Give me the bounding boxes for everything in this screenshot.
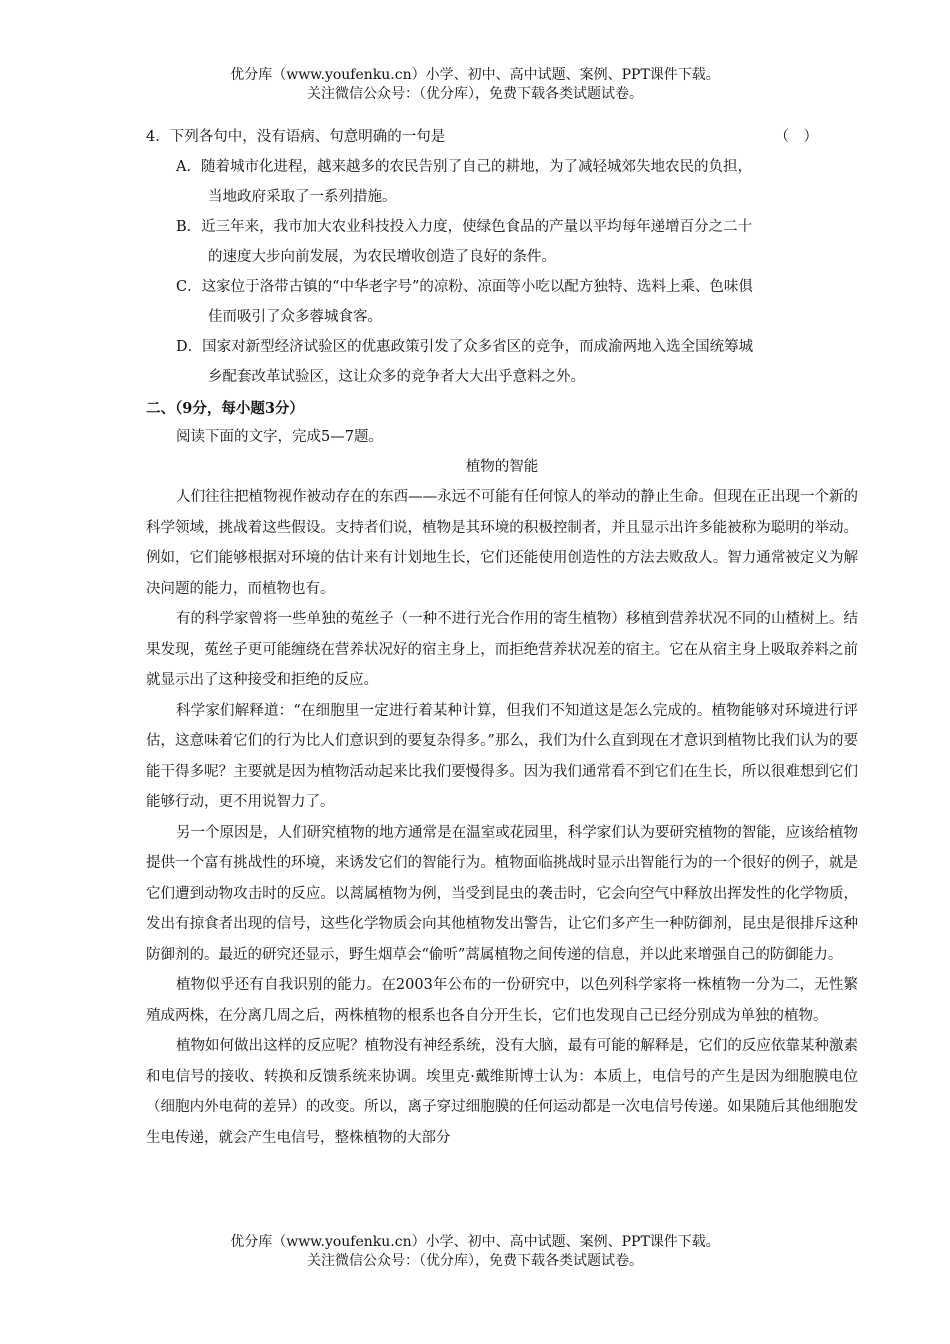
option-c-line-2: 佳而吸引了众多蓉城食客。 (208, 309, 382, 325)
footer-line-2: 关注微信公众号：（优分库），免费下载各类试题试卷。 (307, 1253, 643, 1269)
option-c-line-1: C．这家位于洛带古镇的“中华老字号”的凉粉、凉面等小吃以配方独特、选料上乘、色味俱 (176, 279, 753, 295)
footer-banner (0, 1233, 950, 1271)
option-a-line-1: A．随着城市化进程，越来越多的农民告别了自己的耕地，为了减轻城郊失地农民的负担， (176, 159, 752, 175)
header-banner (0, 66, 950, 104)
section-2-heading: 二、（9分，每小题3分） (146, 400, 304, 417)
option-b-line-2: 的速度大步向前发展，为农民增收创造了良好的条件。 (208, 249, 556, 265)
header-line-1: 优分库（www.youfenku.cn）小学、初中、高中试题、案例、PPT课件下载。 (230, 67, 720, 83)
option-a (146, 152, 858, 212)
article-title: 植物的智能 (465, 459, 539, 475)
option-a-line-2: 当地政府采取了一系列措施。 (208, 189, 397, 205)
article-paragraph-2: 有的科学家曾将一些单独的菟丝子（一种不进行光合作用的寄生植物）移植到营养状况不同的山楂树上。结果发现，菟丝子更可能缠绕在营养状况好的宿主身上，而拒绝营养状况差的宿主。它在从宿主身上吸取养料之前就显示出了这种接受和拒绝的反应。 (146, 611, 858, 688)
option-d (146, 332, 858, 392)
option-c (146, 272, 858, 332)
main-content (146, 124, 858, 1153)
option-b-line-1: B．近三年来，我市加大农业科技投入力度，使绿色食品的产量以平均每年递增百分之二十 (176, 219, 753, 235)
article-paragraph-6: 植物如何做出这样的反应呢？植物没有神经系统，没有大脑，最有可能的解释是，它们的反应依靠某种激素和电信号的接收、转换和反馈系统来协调。埃里克·戴维斯博士认为：本质上，电信号的产生是因为细胞膜电位（细胞内外电荷的差异）的改变。所以，离子穿过细胞膜的任何运动都是一次电信号传递。如果随后其他细胞发生电传递，就会产生电信号，整株植物的大部分 (146, 1038, 858, 1146)
article-paragraph-1: 人们往往把植物视作被动存在的东西——永远不可能有任何惊人的举动的静止生命。但现在正出现一个新的科学领域，挑战着这些假设。支持者们说，植物是其环境的积极控制者，并且显示出许多能被称为聪明的举动。例如，它们能够根据对环境的估计来有计划地生长，它们还能使用创造性的方法去败敌人。智力通常被定义为解决问题的能力，而植物也有。 (146, 489, 858, 597)
option-d-line-2: 乡配套改革试验区，这让众多的竞争者大大出乎意料之外。 (208, 369, 585, 385)
section-2-instruction: 阅读下面的文字，完成5—7题。 (176, 429, 383, 445)
header-line-2: 关注微信公众号：（优分库），免费下载各类试题试卷。 (307, 86, 643, 102)
article-paragraph-3: 科学家们解释道：“在细胞里一定进行着某种计算，但我们不知道这是怎么完成的。植物能够对环境进行评估，这意味着它们的行为比人们意识到的要复杂得多。”那么，我们为什么直到现在才意识到植物比我们认为的要能干得多呢？主要就是因为植物活动起来比我们要慢得多。因为我们通常看不到它们在生长，所以很难想到它们能够行动，更不用说智力了。 (146, 702, 858, 810)
question-4-stem (146, 124, 858, 152)
footer-line-1: 优分库（www.youfenku.cn）小学、初中、高中试题、案例、PPT课件下载。 (230, 1234, 720, 1250)
answer-blank: （ ） (774, 129, 818, 145)
article-paragraph-5: 植物似乎还有自我识别的能力。在2003年公布的一份研究中，以色列科学家将一株植物一分为二，无性繁殖成两株，在分离几周之后，两株植物的根系也各自分开生长，它们也发现自己已经分别成为单独的植物。 (146, 977, 858, 1024)
option-d-line-1: D．国家对新型经济试验区的优惠政策引发了众多省区的竞争，而成渝两地入选全国统筹城 (176, 339, 754, 355)
question-4-text: 4．下列各句中，没有语病、句意明确的一句是 (146, 129, 446, 145)
option-b (146, 212, 858, 272)
article-paragraph-4: 另一个原因是，人们研究植物的地方通常是在温室或花园里，科学家们认为要研究植物的智能，应该给植物提供一个富有挑战性的环境，来诱发它们的智能行为。植物面临挑战时显示出智能行为的一个很好的例子，就是它们遭到动物攻击时的反应。以蒿属植物为例，当受到昆虫的袭击时，它会向空气中释放出挥发性的化学物质，发出有掠食者出现的信号，这些化学物质会向其他植物发出警告，让它们多产生一种防御剂，昆虫是很排斥这种防御剂的。最近的研究还显示，野生烟草会“偷听”蒿属植物之间传递的信息，并以此来增强自己的防御能力。 (146, 824, 858, 963)
